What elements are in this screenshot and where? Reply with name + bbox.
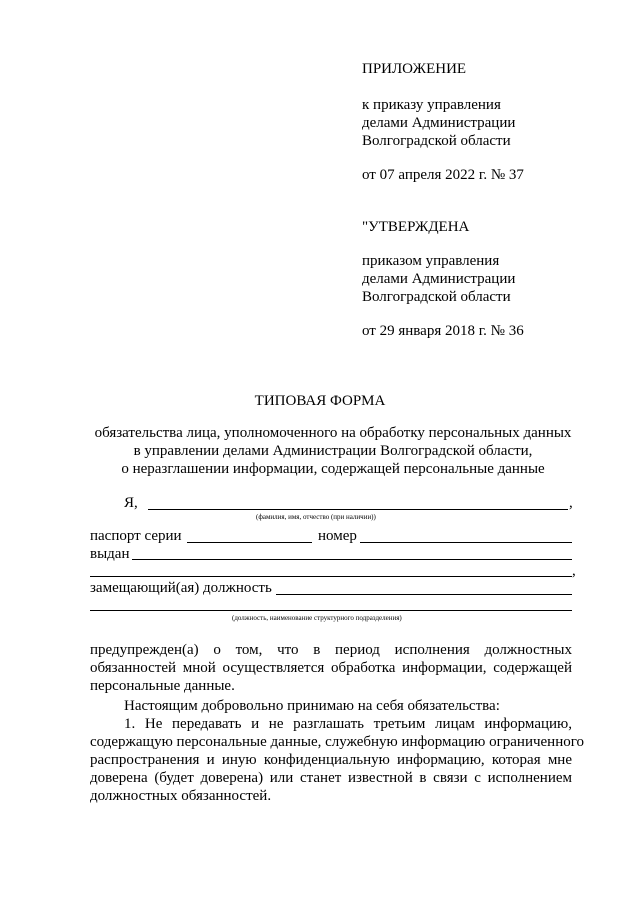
body-line: распространения и иную конфиденциальную информацию, которая мне [90, 752, 572, 768]
position-line-2[interactable] [90, 610, 572, 611]
issued-line-2[interactable] [90, 576, 572, 577]
issued-comma: , [572, 563, 576, 579]
form-subtitle-line: обязательства лица, уполномоченного на обработку персональных данных [94, 425, 572, 441]
form-subtitle-line: о неразглашении информации, содержащей персональные данные [121, 461, 545, 477]
approved-title: "УТВЕРЖДЕНА [362, 219, 470, 235]
fio-hint: (фамилия, имя, отчество (при наличии)) [256, 513, 376, 521]
body-line: должностных обязанностей. [90, 788, 272, 804]
appendix-title: ПРИЛОЖЕНИЕ [362, 61, 467, 77]
appendix-line: делами Администрации [362, 115, 516, 131]
position-hint: (должность, наименование структурного подразделения) [232, 614, 402, 622]
approved-line: делами Администрации [362, 271, 516, 287]
issued-label: выдан [90, 546, 130, 562]
issued-line-1[interactable] [132, 559, 572, 560]
body-line: обязанностей мной осуществляется обработка информации, содержащей [90, 660, 572, 676]
number-label: номер [318, 528, 357, 544]
form-title: ТИПОВАЯ ФОРМА [254, 393, 386, 409]
approved-date: от 29 января 2018 г. № 36 [362, 323, 524, 339]
appendix-line: Волгоградской области [362, 133, 511, 149]
i-comma: , [569, 495, 573, 511]
body-line: доверена (будет доверена) или станет известной в связи с исполнением [90, 770, 572, 786]
body-line: персональные данные. [90, 678, 235, 694]
appendix-date: от 07 апреля 2022 г. № 37 [362, 167, 524, 183]
body-line: 1. Не передавать и не разглашать третьим лицам информацию, [124, 716, 572, 732]
passport-series-line[interactable] [187, 542, 312, 543]
approved-line: Волгоградской области [362, 289, 511, 305]
appendix-line: к приказу управления [362, 97, 501, 113]
body-line: содержащую персональные данные, служебную информацию ограниченного [90, 734, 585, 750]
passport-number-line[interactable] [360, 542, 572, 543]
passport-label: паспорт серии [90, 528, 182, 544]
approved-line: приказом управления [362, 253, 500, 269]
position-line-1[interactable] [276, 594, 572, 595]
i-label: Я, [124, 495, 138, 511]
position-label: замещающий(ая) должность [90, 580, 272, 596]
form-subtitle-line: в управлении делами Администрации Волгоградской области, [133, 443, 533, 459]
fio-field-line[interactable] [148, 509, 568, 510]
body-line: Настоящим добровольно принимаю на себя обязательства: [124, 698, 500, 714]
body-line: предупрежден(а) о том, что в период исполнения должностных [90, 642, 572, 658]
